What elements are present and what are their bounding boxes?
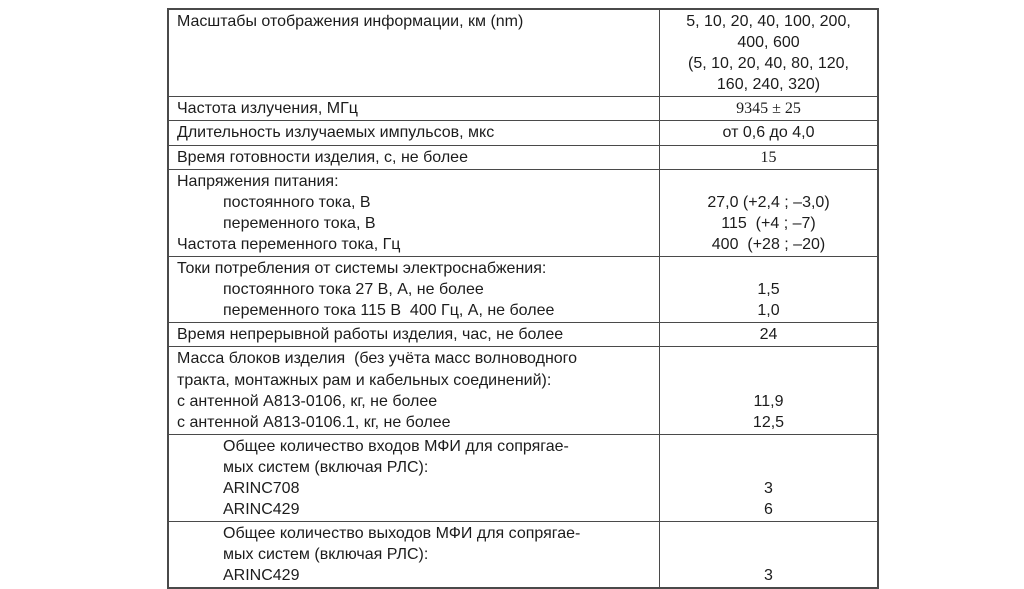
value-line (660, 171, 877, 192)
value-cell (660, 145, 879, 169)
param-cell (168, 9, 660, 97)
value-line: 6 (764, 501, 773, 519)
spec-table (167, 8, 879, 589)
value-cell (660, 121, 879, 145)
param-line: ARINC429 (223, 501, 300, 519)
table-row (168, 9, 878, 97)
param-cell (168, 347, 660, 434)
table-row (168, 347, 878, 434)
param-line: Общее количество выходов МФИ для сопрягае- (223, 525, 581, 543)
value-line (660, 457, 877, 478)
value-cell (660, 522, 879, 589)
param-line: тракта, монтажных рам и кабельных соединений): (177, 371, 552, 389)
param-cell (168, 522, 660, 589)
param-line: Общее количество входов МФИ для сопрягае- (223, 437, 569, 455)
param-line: ARINC708 (223, 479, 300, 497)
param-line: мых систем (включая РЛС): (223, 458, 429, 476)
value-cell (660, 323, 879, 347)
param-line: постоянного тока 27 В, А, не более (223, 281, 484, 299)
param-cell (168, 97, 660, 121)
value-line: 115 (+4 ; –7) (721, 214, 816, 232)
param-line: Масштабы отображения информации, км (nm) (177, 13, 524, 30)
value-line: 3 (764, 567, 773, 585)
value-line: 3 (764, 479, 773, 497)
value-line (660, 436, 877, 457)
value-line: от 0,6 до 4,0 (722, 124, 815, 142)
param-line: Время готовности изделия, с, не более (177, 148, 468, 166)
value-line: 400, 600 (737, 34, 800, 52)
value-line: 27,0 (+2,4 ; –3,0) (707, 193, 830, 211)
param-cell (168, 257, 660, 323)
value-line (660, 258, 877, 279)
value-cell (660, 169, 879, 256)
table-row (168, 522, 878, 589)
table-row (168, 97, 878, 121)
param-line: Частота излучения, МГц (177, 100, 358, 118)
param-line: Масса блоков изделия (без учёта масс волноводного (177, 350, 578, 368)
table-row (168, 323, 878, 347)
param-line: Длительность излучаемых импульсов, мкс (177, 124, 495, 142)
param-line: с антенной А813-0106, кг, не более (177, 392, 438, 410)
table-row (168, 169, 878, 256)
value-cell (660, 97, 879, 121)
value-line: 9345 ± 25 (736, 100, 801, 118)
value-cell (660, 9, 879, 97)
param-cell (168, 169, 660, 256)
value-line: 400 (+28 ; –20) (711, 235, 826, 253)
value-line: 12,5 (752, 413, 785, 431)
value-cell (660, 347, 879, 434)
value-cell (660, 434, 879, 521)
value-line: 1,5 (757, 281, 780, 299)
value-line: (5, 10, 20, 40, 80, 120, (687, 55, 849, 73)
param-cell (168, 323, 660, 347)
value-line: 24 (759, 326, 778, 344)
value-line: 11,9 (753, 392, 784, 410)
param-line: Частота переменного тока, Гц (177, 235, 401, 253)
param-line: Время непрерывной работы изделия, час, не более (177, 326, 564, 344)
table-row (168, 121, 878, 145)
value-line (660, 370, 877, 391)
value-cell (660, 257, 879, 323)
value-line: 1,0 (757, 302, 780, 320)
param-line: ARINC429 (223, 567, 300, 585)
param-line: переменного тока 115 В 400 Гц, А, не более (223, 302, 555, 320)
value-line: 15 (760, 148, 777, 166)
param-line: Напряжения питания: (177, 172, 339, 190)
param-cell (168, 434, 660, 521)
param-cell (168, 145, 660, 169)
table-row (168, 434, 878, 521)
table-row (168, 257, 878, 323)
value-line (660, 523, 877, 544)
value-line (660, 544, 877, 565)
value-line (660, 348, 877, 369)
param-line: Токи потребления от системы электроснабжения: (177, 260, 547, 278)
value-line: 160, 240, 320) (716, 76, 821, 94)
param-cell (168, 121, 660, 145)
spec-table-body (168, 9, 878, 588)
param-line: постоянного тока, В (223, 193, 371, 211)
param-line: переменного тока, В (223, 214, 376, 232)
param-line: мых систем (включая РЛС): (223, 546, 429, 564)
value-line: 5, 10, 20, 40, 100, 200, (686, 13, 851, 30)
table-row (168, 145, 878, 169)
param-line: с антенной А813-0106.1, кг, не более (177, 413, 451, 431)
